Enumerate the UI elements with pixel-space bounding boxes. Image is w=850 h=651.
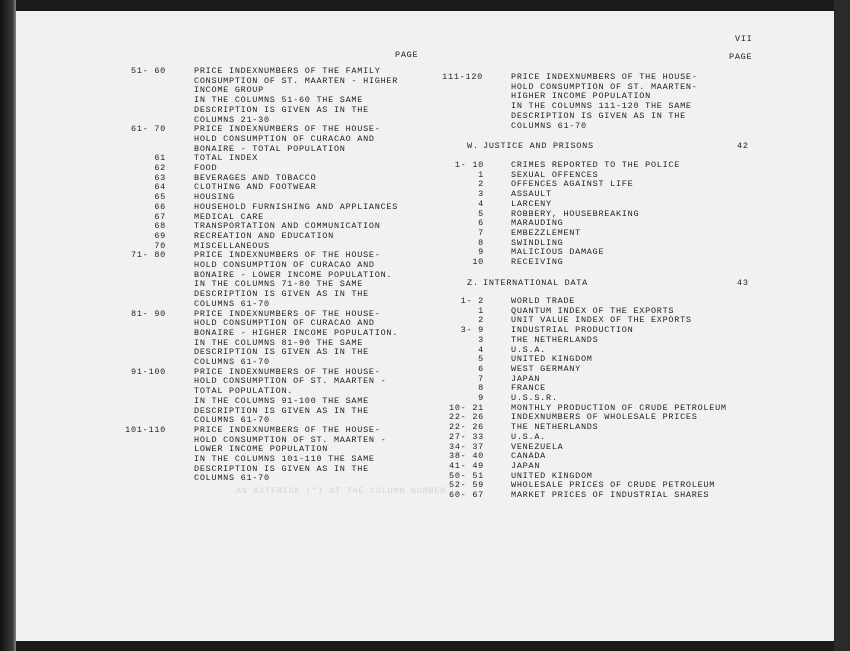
entry-text: PRICE INDEXNUMBERS OF THE FAMILY (194, 66, 381, 76)
entry-text: VENEZUELA (511, 441, 564, 452)
entry-text: INCOME GROUP (194, 85, 264, 96)
section-page-number: 43 (737, 278, 749, 288)
entry-text: HOUSEHOLD FURNISHING AND APPLIANCES (194, 201, 399, 212)
section-letter: W. (467, 141, 479, 151)
entry-text: IN THE COLUMNS 51-60 THE SAME (194, 95, 364, 106)
entry-text: FOOD (194, 163, 218, 173)
entry-text: HIGHER INCOME POPULATION (511, 91, 651, 102)
entry-text: TOTAL POPULATION. (194, 386, 294, 397)
section-page-number: 42 (737, 141, 749, 151)
entry-text: LARCENY (511, 198, 552, 209)
entry-number: 61- 70 (131, 124, 166, 135)
entry-text: CLOTHING AND FOOTWEAR (194, 182, 317, 193)
entry-text: SEXUAL OFFENCES (511, 169, 599, 180)
entry-number: 8 (478, 383, 484, 394)
section-title: INTERNATIONAL DATA (483, 278, 588, 288)
entry-text: TRANSPORTATION AND COMMUNICATION (194, 221, 381, 232)
entry-number: 1 (478, 305, 484, 316)
entry-number: 5 (478, 354, 484, 365)
entry-text: JAPAN (511, 373, 541, 384)
entry-text: RECEIVING (511, 257, 564, 267)
entry-number: 6 (478, 363, 484, 374)
entry-text: CANADA (511, 451, 546, 462)
entry-text: RECREATION AND EDUCATION (194, 230, 334, 241)
entry-text: COLUMNS 21-30 (194, 114, 270, 125)
entry-text: BONAIRE - HIGHER INCOME POPULATION. (194, 327, 399, 338)
entry-text: COLUMNS 61-70 (194, 298, 270, 309)
entry-text: MARAUDING (511, 218, 564, 229)
entry-number: 69 (154, 230, 166, 241)
entry-number: 1 (478, 169, 484, 180)
entry-number: 10 (472, 257, 484, 267)
entry-text: DESCRIPTION IS GIVEN AS IN THE (194, 463, 369, 474)
entry-text: WORLD TRADE (511, 296, 576, 306)
entry-text: HOLD CONSUMPTION OF ST. MAARTEN - (194, 376, 387, 387)
page-number: VII (735, 34, 753, 44)
entry-text: BEVERAGES AND TOBACCO (194, 172, 317, 183)
entry-text: QUANTUM INDEX OF THE EXPORTS (511, 305, 675, 316)
entry-number: 4 (478, 198, 484, 209)
entry-text: CONSUMPTION OF ST. MAARTEN - HIGHER (194, 75, 399, 86)
entry-text: PRICE INDEXNUMBERS OF THE HOUSE- (194, 308, 381, 319)
entry-text: UNITED KINGDOM (511, 354, 593, 365)
entry-text: IN THE COLUMNS 81-90 THE SAME (194, 337, 364, 348)
entry-text: PRICE INDEXNUMBERS OF THE HOUSE- (194, 366, 381, 377)
entry-number: 65 (154, 192, 166, 203)
entry-text: IN THE COLUMNS 111-120 THE SAME (511, 101, 692, 112)
entry-number: 38- 40 (449, 451, 484, 462)
entry-number: 6 (478, 218, 484, 229)
entry-text: COLUMNS 61-70 (194, 357, 270, 367)
section-title: JUSTICE AND PRISONS (483, 141, 594, 151)
entry-text: DESCRIPTION IS GIVEN AS IN THE (194, 289, 369, 300)
entry-number: 91-100 (131, 366, 166, 377)
entry-text: INDEXNUMBERS OF WHOLESALE PRICES (511, 412, 698, 423)
entry-text: DESCRIPTION IS GIVEN AS IN THE (194, 104, 369, 115)
entry-text: UNIT VALUE INDEX OF THE EXPORTS (511, 315, 692, 326)
entry-text: ROBBERY, HOUSEBREAKING (511, 208, 640, 219)
entry-number: 9 (478, 393, 484, 403)
entry-text: FRANCE (511, 383, 546, 394)
entry-text: PRICE INDEXNUMBERS OF THE HOUSE- (194, 424, 381, 435)
entry-text: U.S.A. (511, 344, 546, 355)
entry-number: 3 (478, 189, 484, 200)
entry-text: COLUMNS 61-70 (194, 473, 270, 484)
entry-text: COLUMNS 61-70 (511, 120, 587, 131)
entry-number: 66 (154, 201, 166, 212)
entry-text: TOTAL INDEX (194, 153, 259, 164)
entry-number: 70 (154, 240, 166, 251)
entry-text: DESCRIPTION IS GIVEN AS IN THE (194, 347, 369, 358)
entry-number: 67 (154, 211, 166, 222)
entry-text: SWINDLING (511, 237, 564, 248)
entry-number: 10- 21 (449, 402, 484, 413)
entry-text: PRICE INDEXNUMBERS OF THE HOUSE- (194, 124, 381, 135)
entry-text: DESCRIPTION IS GIVEN AS IN THE (511, 110, 686, 121)
entry-number: 101-110 (125, 424, 166, 435)
entry-number: 52- 59 (449, 480, 484, 491)
entry-number: 60- 67 (449, 490, 484, 500)
entry-text: IN THE COLUMNS 91-100 THE SAME (194, 395, 369, 406)
entry-text: THE NETHERLANDS (511, 422, 599, 433)
entry-text: MONTHLY PRODUCTION OF CRUDE PETROLEUM (511, 402, 727, 413)
entry-number: 4 (478, 344, 484, 355)
entry-number: 51- 60 (131, 66, 166, 76)
entry-number: 22- 26 (449, 422, 484, 433)
left-page-heading: PAGE (395, 50, 419, 60)
entry-number: 71- 80 (131, 250, 166, 261)
entry-text: IN THE COLUMNS 101-110 THE SAME (194, 454, 375, 464)
entry-text: HOLD CONSUMPTION OF CURACAO AND (194, 133, 375, 144)
entry-text: PRICE INDEXNUMBERS OF THE HOUSE- (194, 250, 381, 261)
entry-text: BONAIRE - TOTAL POPULATION (194, 143, 346, 154)
entry-number: 81- 90 (131, 308, 166, 319)
entry-text: BONAIRE - LOWER INCOME POPULATION. (194, 269, 393, 280)
entry-number: 3- 9 (460, 325, 484, 336)
entry-number: 62 (154, 163, 166, 173)
section-letter: Z. (467, 278, 479, 288)
entry-number: 27- 33 (449, 431, 484, 442)
entry-number: 3 (478, 334, 484, 345)
entry-number: 8 (478, 237, 484, 248)
bleed-through-text: AN ASTERISK (*) AT THE COLUMN NUMBER (236, 486, 446, 496)
entry-number: 22- 26 (449, 412, 484, 423)
entry-text: UNITED KINGDOM (511, 470, 593, 481)
entry-text: HOLD CONSUMPTION OF ST. MAARTEN- (511, 81, 698, 92)
entry-number: 2 (478, 179, 484, 190)
scan-right-edge (834, 0, 850, 651)
entry-number: 68 (154, 221, 166, 232)
entry-text: MARKET PRICES OF INDUSTRIAL SHARES (511, 490, 710, 500)
entry-text: U.S.A. (511, 431, 546, 442)
entry-text: INDUSTRIAL PRODUCTION (511, 325, 634, 336)
entry-text: HOLD CONSUMPTION OF CURACAO AND (194, 260, 375, 270)
entry-text: PRICE INDEXNUMBERS OF THE HOUSE- (511, 72, 698, 82)
entry-text: MISCELLANEOUS (194, 240, 270, 251)
entry-number: 61 (154, 153, 166, 164)
entry-number: 63 (154, 172, 166, 183)
entry-text: ASSAULT (511, 189, 552, 200)
entry-number: 2 (478, 315, 484, 326)
entry-text: HOUSING (194, 192, 235, 203)
entry-number: 7 (478, 373, 484, 384)
entry-text: MEDICAL CARE (194, 211, 264, 222)
entry-text: JAPAN (511, 460, 541, 471)
entry-text: HOLD CONSUMPTION OF CURACAO AND (194, 318, 375, 329)
entry-text: HOLD CONSUMPTION OF ST. MAARTEN - (194, 434, 387, 445)
entry-number: 34- 37 (449, 441, 484, 452)
entry-text: IN THE COLUMNS 71-80 THE SAME (194, 279, 364, 290)
entry-text: WHOLESALE PRICES OF CRUDE PETROLEUM (511, 480, 716, 491)
entry-text: LOWER INCOME POPULATION (194, 444, 329, 455)
entry-number: 5 (478, 208, 484, 219)
entry-text: EMBEZZLEMENT (511, 227, 581, 238)
entry-text: WEST GERMANY (511, 363, 581, 374)
entry-text: THE NETHERLANDS (511, 334, 599, 345)
entry-text: MALICIOUS DAMAGE (511, 247, 605, 258)
entry-number: 41- 49 (449, 460, 484, 471)
entry-number: 64 (154, 182, 166, 193)
entry-text: CRIMES REPORTED TO THE POLICE (511, 160, 681, 170)
entry-number: 1- 10 (454, 160, 484, 170)
entry-text: DESCRIPTION IS GIVEN AS IN THE (194, 405, 369, 416)
right-page-heading: PAGE (729, 52, 753, 62)
scan-left-edge (0, 0, 16, 651)
entry-number: 1- 2 (460, 296, 484, 306)
entry-number: 111-120 (442, 72, 483, 82)
entry-text: OFFENCES AGAINST LIFE (511, 179, 634, 190)
entry-text: U.S.S.R. (511, 393, 558, 403)
entry-number: 50- 51 (449, 470, 484, 481)
entry-number: 7 (478, 227, 484, 238)
entry-number: 9 (478, 247, 484, 258)
entry-text: COLUMNS 61-70 (194, 415, 270, 426)
